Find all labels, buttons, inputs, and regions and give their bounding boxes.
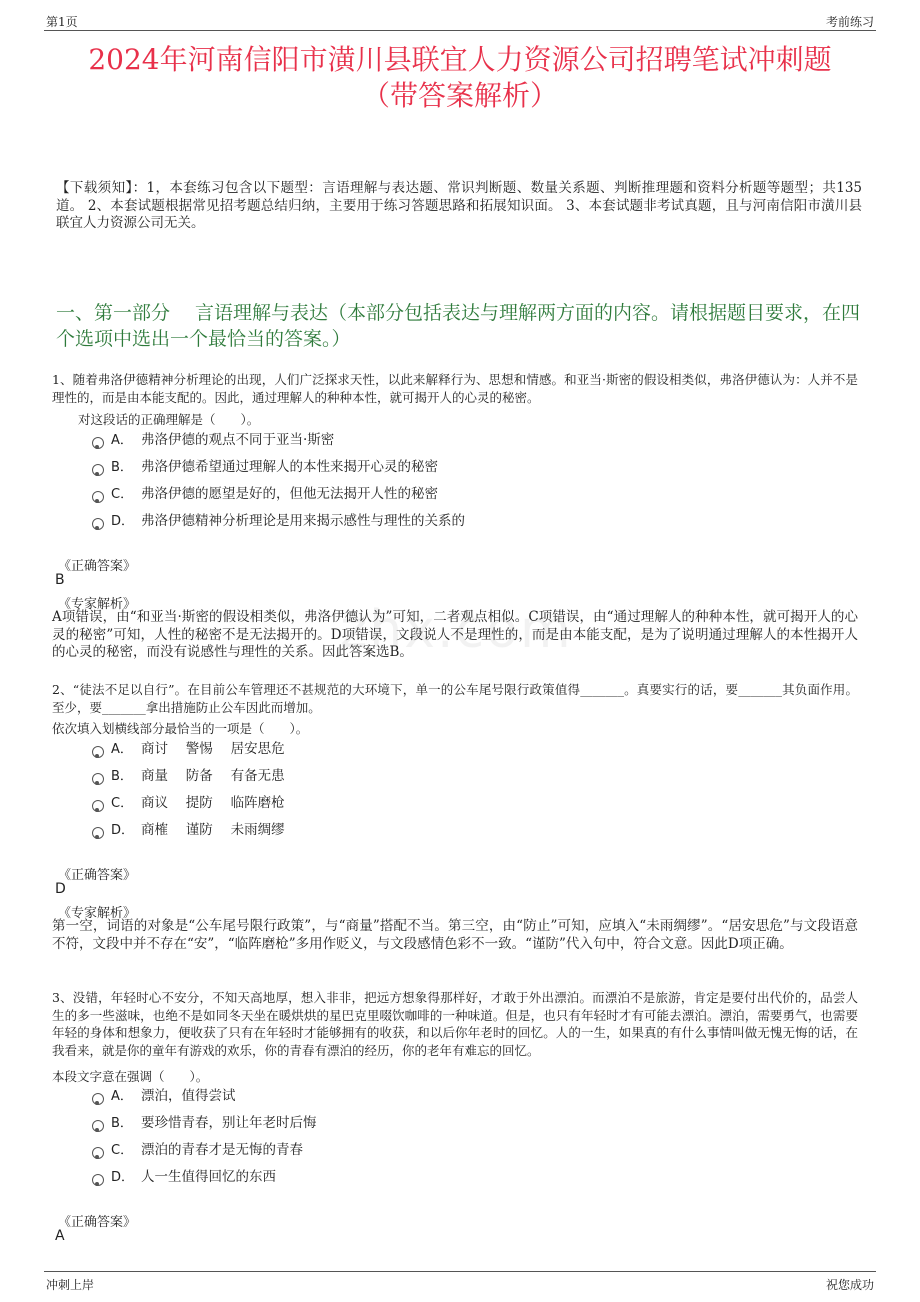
question-2-option-d[interactable]: D． 商榷 谨防 未雨绸缪	[92, 819, 285, 841]
footer-left: 冲刺上岸	[46, 1278, 95, 1292]
radio-icon[interactable]	[92, 800, 104, 812]
radio-icon[interactable]	[92, 491, 104, 503]
question-1-analysis: A项错误，由“和亚当·斯密的假设相类似，弗洛伊德认为”可知，二者观点相似。C项错误，由“通过理解人的种种本性，就可揭开人的心灵的秘密”可知，人性的秘密不是无法揭开的。D项错误，文段说人不是理性的，而是由本能支配，是为了说明通过理解人的本性揭开人的心灵的秘密，而没有说感性与理性的关系。因此答案选B。	[52, 609, 858, 660]
page-header	[44, 10, 876, 31]
radio-icon[interactable]	[92, 437, 104, 449]
radio-icon[interactable]	[92, 827, 104, 839]
radio-icon[interactable]	[92, 1093, 104, 1105]
question-2-answer: D	[55, 881, 66, 897]
question-2-option-a[interactable]: A． 商讨 警惕 居安思危	[92, 738, 285, 760]
title-line-2: （带答案解析）	[361, 79, 558, 112]
radio-icon[interactable]	[92, 464, 104, 476]
question-3-option-a[interactable]: A． 漂泊，值得尝试	[92, 1085, 236, 1107]
page-footer	[44, 1271, 876, 1294]
radio-icon[interactable]	[92, 1147, 104, 1159]
answer-label: 《正确答案》	[58, 559, 137, 574]
question-2-prompt: 依次填入划横线部分最恰当的一项是（ ）。	[52, 721, 309, 736]
question-3-answer: A	[55, 1228, 65, 1244]
document-title	[60, 42, 860, 114]
question-1-answer: B	[55, 572, 65, 588]
question-3-option-c[interactable]: C． 漂泊的青春才是无悔的青春	[92, 1139, 303, 1161]
question-3-prompt: 本段文字意在强调（ ）。	[52, 1069, 209, 1084]
radio-icon[interactable]	[92, 518, 104, 530]
question-1-option-b[interactable]: B． 弗洛伊德希望通过理解人的本性来揭开心灵的秘密	[92, 456, 438, 478]
question-1-option-d[interactable]: D． 弗洛伊德精神分析理论是用来揭示感性与理性的关系的	[92, 510, 465, 532]
question-2-analysis: 第一空，词语的对象是“公车尾号限行政策”，与“商量”搭配不当。第三空，由“防止”可知，应填入“未雨绸缪”。“居安思危”与文段语意不符，文段中并不存在“安”，“临阵磨枪”多用作贬义，与文段感情色彩不一致。“谨防”代入句中，符合文意。因此D项正确。	[52, 918, 858, 952]
radio-icon[interactable]	[92, 746, 104, 758]
header-tag: 考前练习	[825, 15, 874, 29]
question-3-text: 3、没错，年轻时心不安分，不知天高地厚，想入非非，把远方想象得那样好，才敢于外出漂泊。而漂泊不是旅游，肯定是要付出代价的，品尝人生的多一些滋味，也绝不是如同冬天坐在暖烘烘的星巴克里啜饮咖啡的一种味道。但是，也只有年轻时才有可能去漂泊。漂泊，需要勇气，也需要年轻的身体和想象力，便收获了只有在年轻时才能够拥有的收获，和以后你年老时的回忆。人的一生，如果真的有什么事情叫做无愧无悔的话，在我看来，就是你的童年有游戏的欢乐，你的青春有漂泊的经历，你的老年有难忘的回忆。	[52, 990, 858, 1058]
analysis-label: 《专家解析》	[58, 906, 137, 921]
question-2-option-b[interactable]: B． 商量 防备 有备无患	[92, 765, 285, 787]
question-2-option-c[interactable]: C． 商议 提防 临阵磨枪	[92, 792, 285, 814]
radio-icon[interactable]	[92, 1174, 104, 1186]
page-number: 第1页	[46, 15, 78, 29]
question-1-text: 1、随着弗洛伊德精神分析理论的出现，人们广泛探求天性，以此来解释行为、思想和情感。和亚当·斯密的假设相类似，弗洛伊德认为：人并不是理性的，而是由本能支配的。因此，通过理解人的种种本性，就可揭开人的心灵的秘密。	[52, 372, 858, 405]
watermark: zhx.com	[340, 600, 573, 660]
question-1-option-a[interactable]: A． 弗洛伊德的观点不同于亚当·斯密	[92, 429, 334, 451]
footer-right: 祝您成功	[825, 1278, 874, 1292]
question-1-option-c[interactable]: C． 弗洛伊德的愿望是好的，但他无法揭开人性的秘密	[92, 483, 438, 505]
title-line-1: 2024年河南信阳市潢川县联宜人力资源公司招聘笔试冲刺题	[88, 43, 832, 76]
answer-label: 《正确答案》	[58, 1215, 137, 1230]
question-2-text: 2、“徒法不足以自行”。在目前公车管理还不甚规范的大环境下，单一的公车尾号限行政策值得_______。真要实行的话，要_______其负面作用。至少，要_______拿出措施防止公车因此而增加。	[52, 682, 858, 715]
answer-label: 《正确答案》	[58, 868, 137, 883]
radio-icon[interactable]	[92, 773, 104, 785]
download-notice: 【下载须知】：1，本套练习包含以下题型：言语理解与表达题、常识判断题、数量关系题、判断推理题和资料分析题等题型；共135道。 2、本套试题根据常见招考题总结归纳，主要用于练习答题思路和拓展知识面。 3、本套试题非考试真题，且与河南信阳市潢川县联宜人力资源公司无关。	[56, 180, 862, 231]
question-3-option-b[interactable]: B． 要珍惜青春，别让年老时后悔	[92, 1112, 317, 1134]
question-1-prompt: 对这段话的正确理解是（ ）。	[78, 412, 260, 427]
analysis-label: 《专家解析》	[58, 597, 137, 612]
section-title: 一、第一部分 言语理解与表达（本部分包括表达与理解两方面的内容。请根据题目要求，在四个选项中选出一个最恰当的答案。）	[56, 302, 861, 350]
question-3-option-d[interactable]: D． 人一生值得回忆的东西	[92, 1166, 276, 1188]
radio-icon[interactable]	[92, 1120, 104, 1132]
